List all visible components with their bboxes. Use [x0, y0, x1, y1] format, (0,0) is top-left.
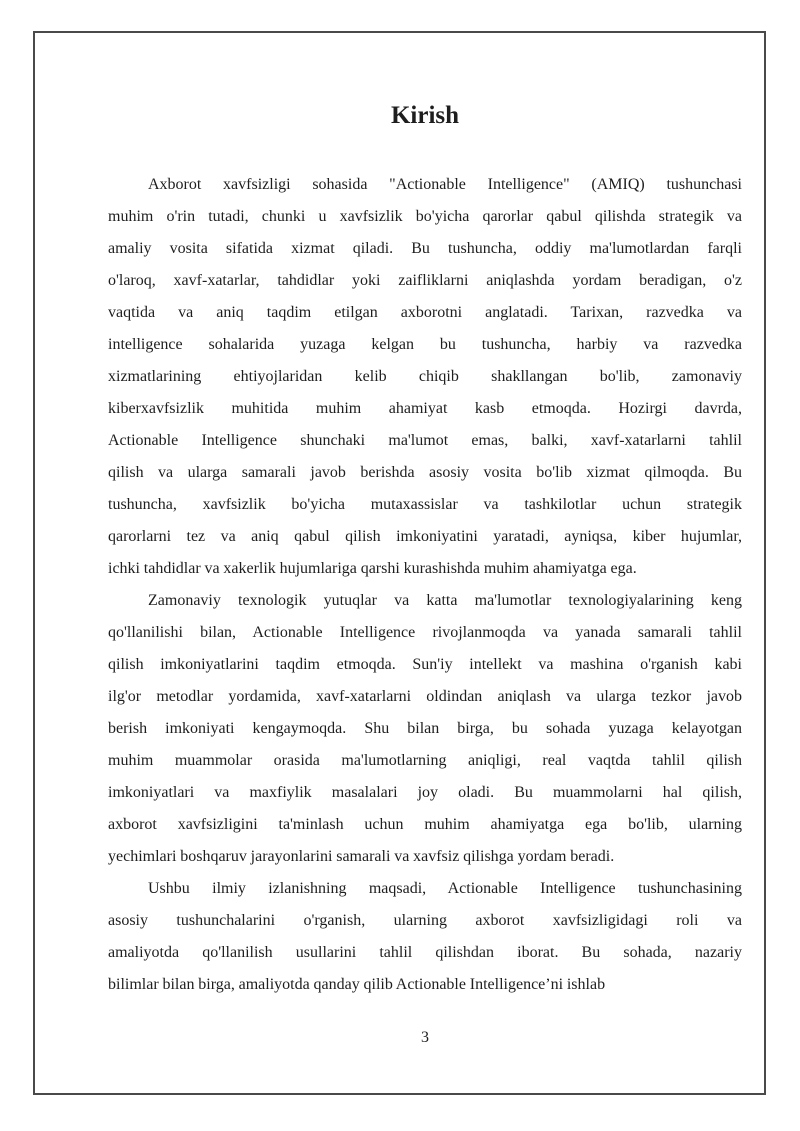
text-line: intelligence sohalarida yuzaga kelgan bu tushuncha, harbiy va razvedka — [108, 336, 742, 353]
text-line: muhim o'rin tutadi, chunki u xavfsizlik bo'yicha qarorlar qabul qilishda strategik va — [108, 208, 742, 225]
text-line: xizmatlarining ehtiyojlaridan kelib chiqib shakllangan bo'lib, zamonaviy — [108, 368, 742, 385]
text-line: qilish imkoniyatlarini taqdim etmoqda. Sun'iy intellekt va mashina o'rganish kabi — [108, 656, 742, 673]
text-line: Zamonaviy texnologik yutuqlar va katta ma'lumotlar texnologiyalarining keng — [148, 592, 742, 609]
text-line: muhim muammolar orasida ma'lumotlarning aniqligi, real vaqtda tahlil qilish — [108, 752, 742, 769]
text-line: vaqtida va aniq taqdim etilgan axborotni anglatadi. Tarixan, razvedka va — [108, 304, 742, 321]
page-number: 3 — [421, 1029, 429, 1046]
text-line: qarorlarni tez va aniq qabul qilish imkoniyatini yaratadi, ayniqsa, kiber hujumlar, — [108, 528, 742, 545]
text-line: axborot xavfsizligini ta'minlash uchun muhim ahamiyatga ega bo'lib, ularning — [108, 816, 742, 833]
body-text — [108, 169, 742, 1001]
text-line: amaliy vosita sifatida xizmat qiladi. Bu tushuncha, oddiy ma'lumotlardan farqli — [108, 240, 742, 257]
text-line: imkoniyatlari va maxfiylik masalalari joy oladi. Bu muammolarni hal qilish, — [108, 784, 742, 801]
text-line: ichki tahdidlar va xakerlik hujumlariga qarshi kurashishda muhim ahamiyatga ega. — [108, 560, 637, 577]
text-line: ilg'or metodlar yordamida, xavf-xatarlarni oldindan aniqlash va ularga tezkor javob — [108, 688, 742, 705]
text-line: Ushbu ilmiy izlanishning maqsadi, Actionable Intelligence tushunchasining — [148, 880, 742, 897]
text-line: asosiy tushunchalarini o'rganish, ularning axborot xavfsizligidagi roli va — [108, 912, 742, 929]
text-line: qilish va ularga samarali javob berishda asosiy vosita bo'lib xizmat qilmoqda. Bu — [108, 464, 742, 481]
text-line: bilimlar bilan birga, amaliyotda qanday qilib Actionable Intelligence’ni ishlab — [108, 976, 606, 993]
text-line: yechimlari boshqaruv jarayonlarini samarali va xavfsiz qilishga yordam beradi. — [108, 848, 615, 865]
text-line: tushuncha, xavfsizlik bo'yicha mutaxassislar va tashkilotlar uchun strategik — [108, 496, 742, 513]
text-line: berish imkoniyati kengaymoqda. Shu bilan birga, bu sohada yuzaga kelayotgan — [108, 720, 742, 737]
text-line: o'laroq, xavf-xatarlar, tahdidlar yoki zaifliklarni aniqlashda yordam beradigan, o'z — [108, 272, 742, 289]
text-line: kiberxavfsizlik muhitida muhim ahamiyat kasb etmoqda. Hozirgi davrda, — [108, 400, 742, 417]
text-line: amaliyotda qo'llanilish usullarini tahlil qilishdan iborat. Bu sohada, nazariy — [108, 944, 742, 961]
text-line: qo'llanilishi bilan, Actionable Intelligence rivojlanmoqda va yanada samarali tahlil — [108, 624, 742, 641]
text-line: Axborot xavfsizligi sohasida "Actionable Intelligence" (AMIQ) tushunchasi — [148, 176, 742, 193]
text-line: Actionable Intelligence shunchaki ma'lumot emas, balki, xavf-xatarlarni tahlil — [108, 432, 742, 449]
page-title: Kirish — [390, 102, 460, 129]
